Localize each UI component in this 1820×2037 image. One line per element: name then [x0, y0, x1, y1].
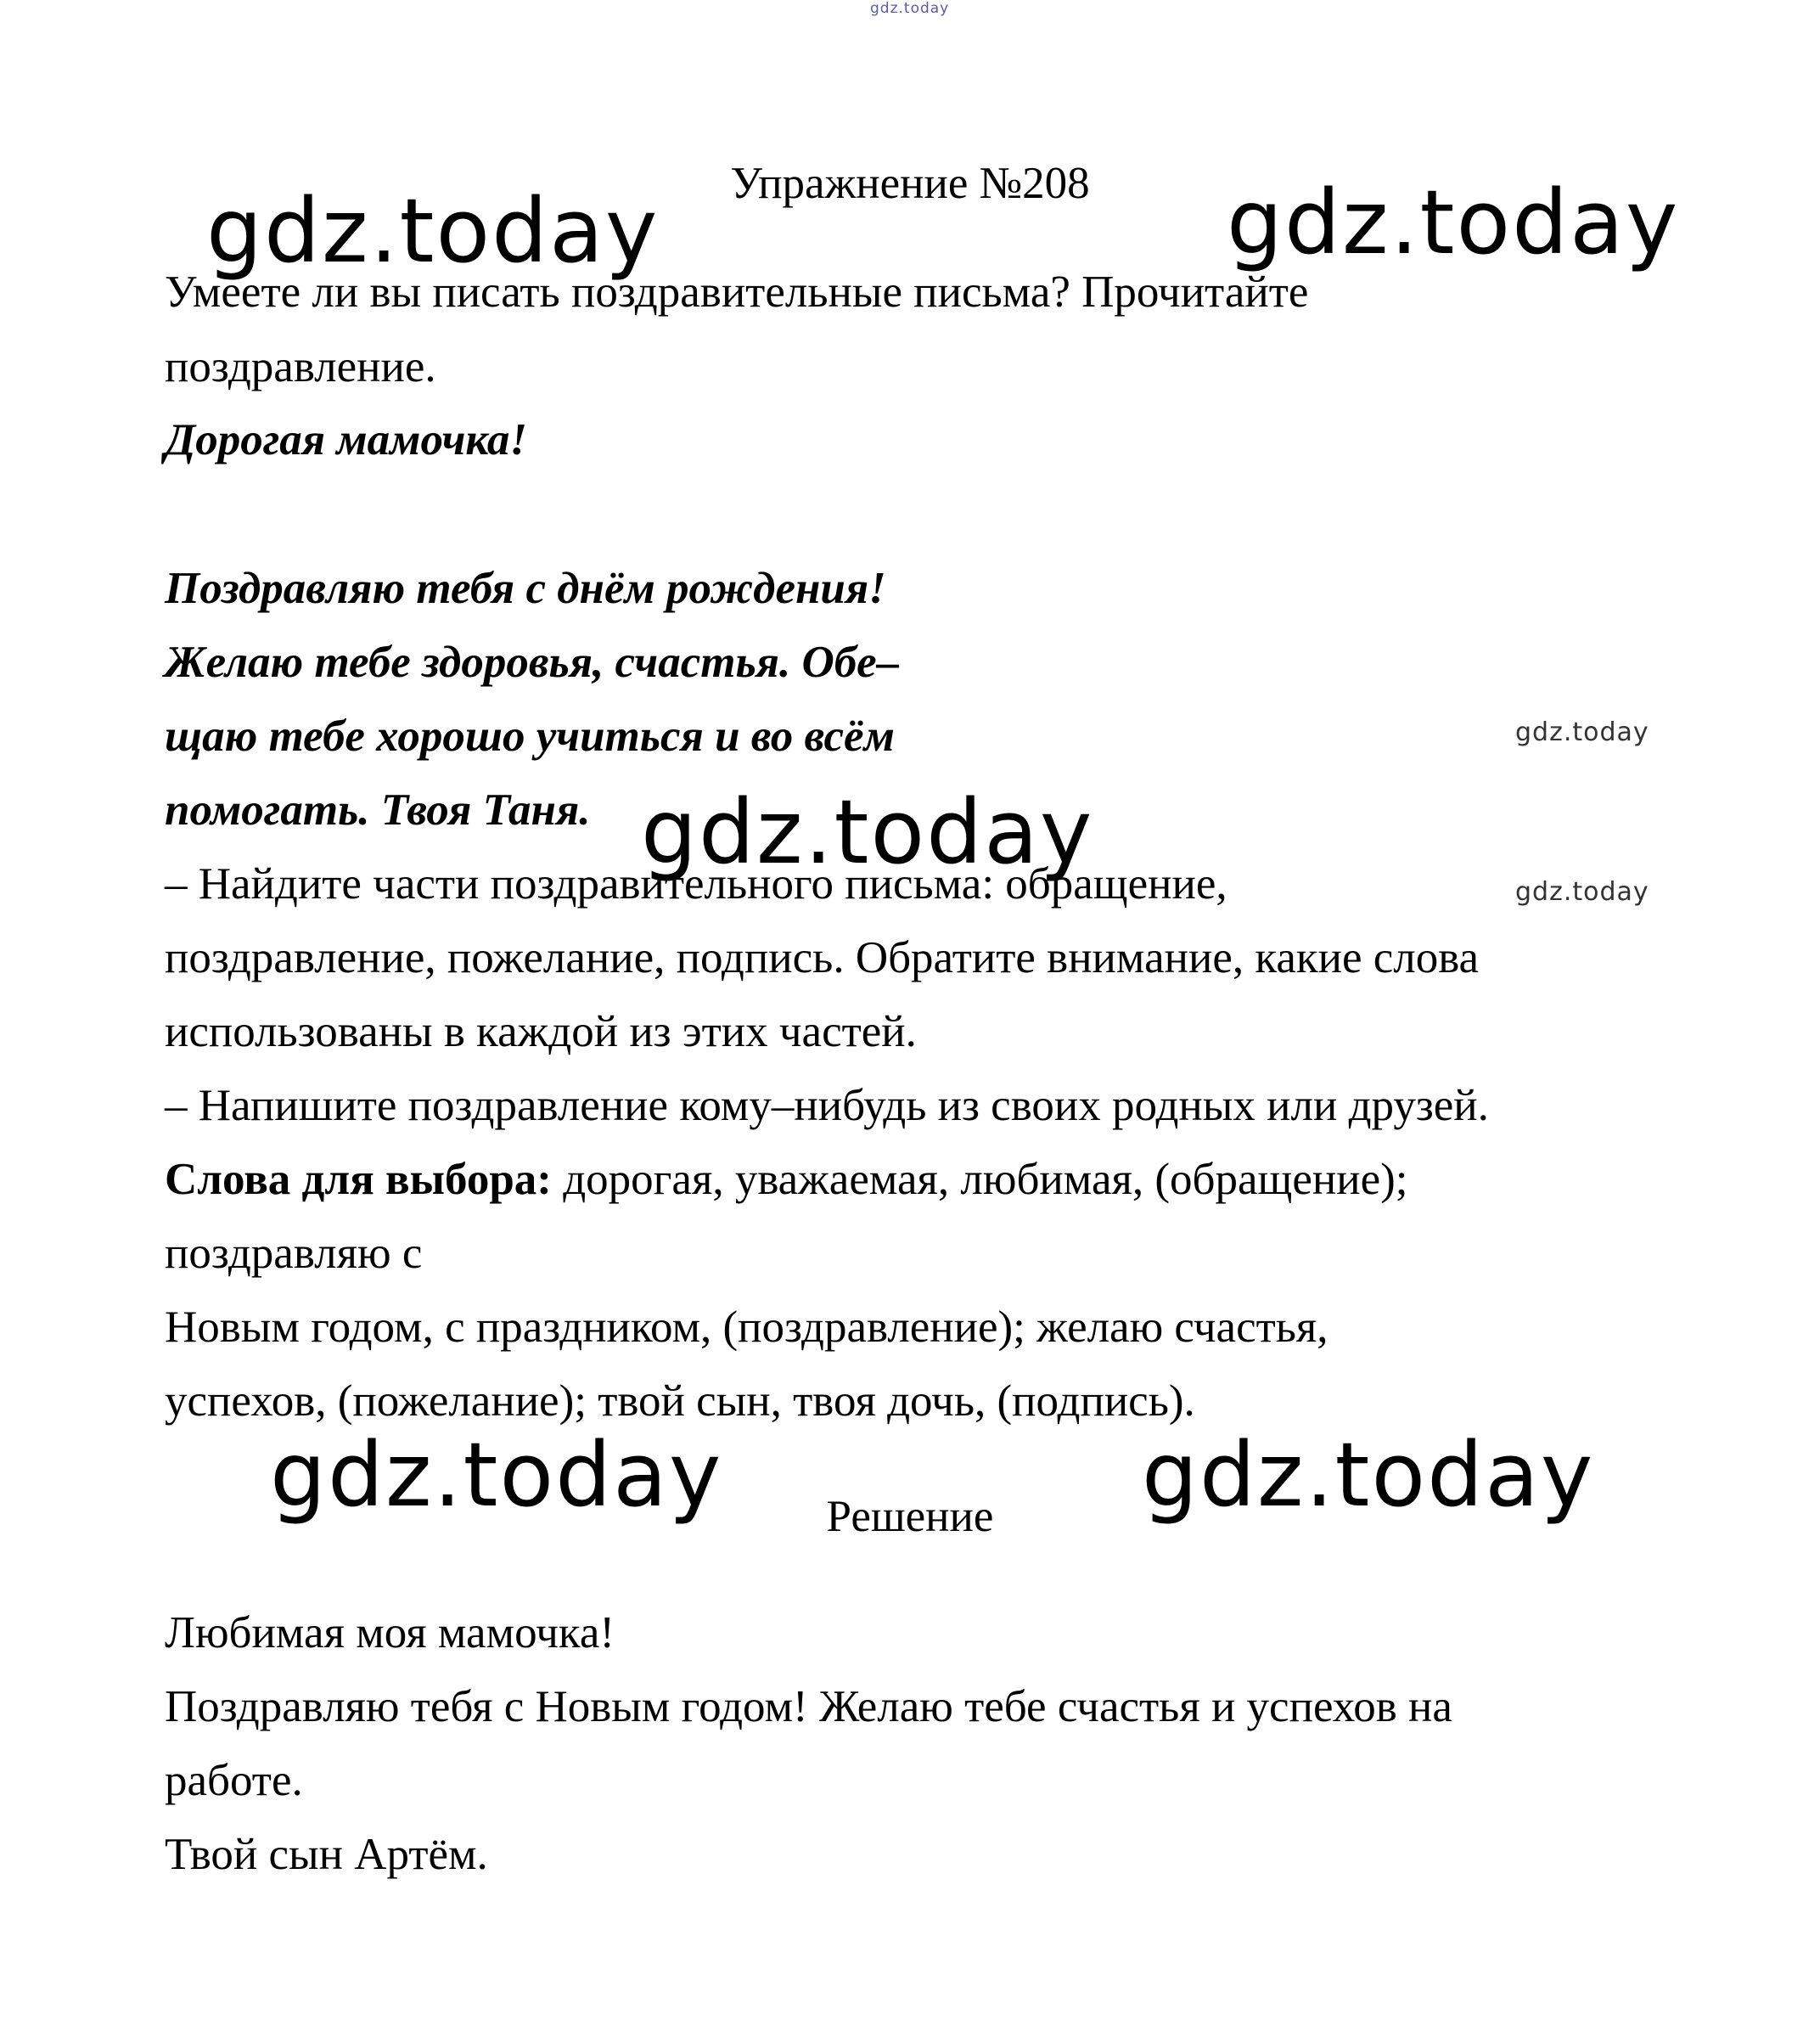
solution-line: Твой сын Артём. — [165, 1830, 488, 1879]
watermark-large: gdz.today — [641, 780, 1094, 884]
watermark-top: gdz.today — [870, 0, 950, 17]
word-choice — [165, 1157, 1407, 1202]
watermark-large: gdz.today — [1227, 171, 1680, 274]
solution-line: Поздравляю тебя с Новым годом! Желаю тебе счастья и успехов на — [165, 1682, 1452, 1731]
word-choice-text: успехов, (пожелание); твой сын, твоя дочь, (подпись). — [165, 1376, 1195, 1426]
watermark-small: gdz.today — [1515, 877, 1649, 907]
solution-line: Любимая моя мамочка! — [165, 1608, 615, 1657]
word-choice-text: Новым годом, с праздником, (поздравление); желаю счастья, — [165, 1303, 1328, 1352]
watermark-small: gdz.today — [1515, 717, 1649, 747]
word-choice-text: поздравляю с — [165, 1229, 423, 1278]
watermark-large: gdz.today — [270, 1423, 723, 1527]
letter-line: Поздравляю тебя с днём рождения! — [165, 564, 886, 613]
question-2: – Напишите поздравление кому–нибудь из своих родных или друзей. — [165, 1081, 1489, 1130]
task-intro: поздравление. — [165, 342, 436, 391]
letter-line: щаю тебе хорошо учиться и во всём — [165, 712, 895, 761]
letter-line: помогать. Твоя Таня. — [165, 785, 591, 835]
question-1: поздравление, пожелание, подпись. Обратите внимание, какие слова — [165, 933, 1480, 982]
solution-heading: Решение — [826, 1492, 994, 1541]
exercise-title: Упражнение №208 — [730, 159, 1090, 208]
watermark-large: gdz.today — [1142, 1423, 1595, 1527]
task-intro: Умеете ли вы писать поздравительные письма? Прочитайте — [165, 267, 1309, 317]
question-1: использованы в каждой из этих частей. — [165, 1007, 917, 1056]
letter-greeting: Дорогая мамочка! — [165, 415, 528, 464]
watermark-large: gdz.today — [206, 179, 660, 283]
question-1: – Найдите части поздравительного письма: обращение, — [165, 859, 1227, 909]
word-choice-text: дорогая, уважаемая, любимая, (обращение); — [551, 1155, 1408, 1204]
word-choice-label: Слова для выбора: — [165, 1155, 552, 1204]
letter-line: Желаю тебе здоровья, счастья. Обе– — [165, 638, 900, 687]
solution-line: работе. — [165, 1756, 303, 1805]
